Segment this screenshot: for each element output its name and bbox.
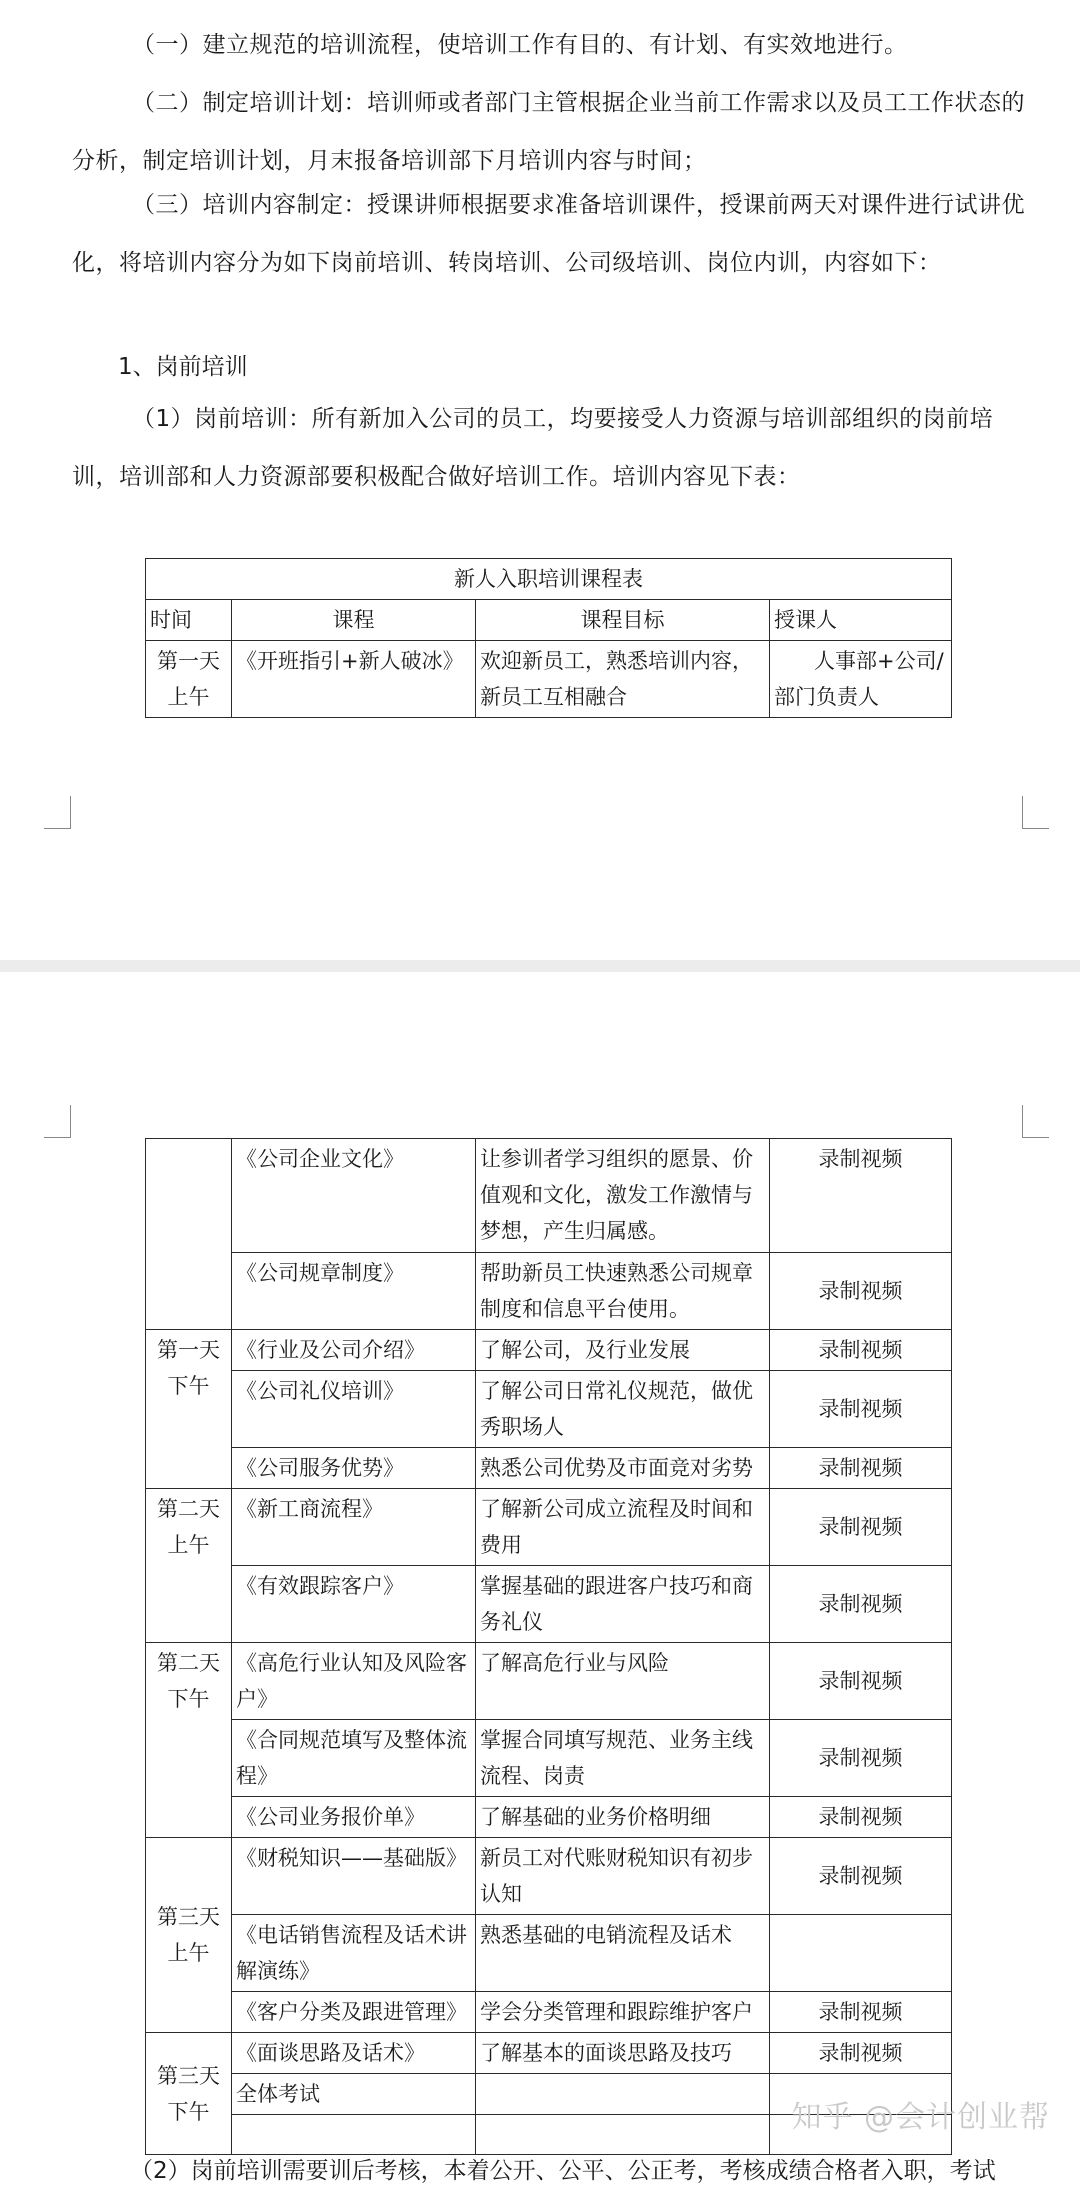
teacher-cell: 录制视频 — [770, 2033, 952, 2074]
course-cell: 《电话销售流程及话术讲解演练》 — [232, 1915, 476, 1992]
day-cell: 第一天 下午 — [146, 1330, 232, 1489]
course-table-continued — [145, 1138, 952, 2155]
course-cell: 《有效跟踪客户》 — [232, 1566, 476, 1643]
day-cell: 第三天 上午 — [146, 1838, 232, 2033]
teacher-cell: 录制视频 — [770, 1330, 952, 1371]
goal-cell: 熟悉公司优势及市面竞对劣势 — [476, 1448, 770, 1489]
header-teacher: 授课人 — [770, 600, 952, 641]
goal-cell: 了解基础的业务价格明细 — [476, 1797, 770, 1838]
goal-cell: 了解公司日常礼仪规范，做优秀职场人 — [476, 1371, 770, 1448]
day-cell: 第一天 上午 — [146, 641, 232, 718]
teacher-cell: 录制视频 — [770, 1253, 952, 1330]
teacher-cell: 录制视频 — [770, 1838, 952, 1915]
goal-cell: 熟悉基础的电销流程及话术 — [476, 1915, 770, 1992]
course-cell: 《公司服务优势》 — [232, 1448, 476, 1489]
course-cell: 《公司业务报价单》 — [232, 1797, 476, 1838]
goal-cell: 帮助新员工快速熟悉公司规章制度和信息平台使用。 — [476, 1253, 770, 1330]
goal-cell: 欢迎新员工，熟悉培训内容，新员工互相融合 — [476, 641, 770, 718]
next-paragraph-partial: （2）岗前培训需要训后考核，本着公开、公平、公正考，考核成绩合格者入职，考试 — [130, 2158, 996, 2184]
teacher-cell — [770, 1915, 952, 1992]
section-heading-pre-job-training: 1、岗前培训 — [118, 354, 248, 380]
course-cell: 《客户分类及跟进管理》 — [232, 1992, 476, 2033]
course-cell: 《合同规范填写及整体流程》 — [232, 1720, 476, 1797]
header-time: 时间 — [146, 600, 232, 641]
page-corner-mark — [1022, 1105, 1049, 1138]
teacher-cell: 录制视频 — [770, 1797, 952, 1838]
intro-paragraph-2: （二）制定培训计划：培训师或者部门主管根据企业当前工作需求以及员工工作状态的分析，制定培训计划，月末报备培训部下月培训内容与时间； — [72, 90, 1025, 174]
course-cell — [232, 2115, 476, 2155]
course-cell: 《财税知识——基础版》 — [232, 1838, 476, 1915]
intro-paragraph-3: （三）培训内容制定：授课讲师根据要求准备培训课件，授课前两天对课件进行试讲优化，将培训内容分为如下岗前培训、转岗培训、公司级培训、岗位内训，内容如下： — [72, 192, 1025, 276]
section-paragraph-1: （1）岗前培训：所有新加入公司的员工，均要接受人力资源与培训部组织的岗前培训，培训部和人力资源部要积极配合做好培训工作。培训内容见下表： — [72, 406, 994, 490]
teacher-cell: 录制视频 — [770, 1720, 952, 1797]
teacher-cell: 人事部+公司/部门负责人 — [770, 641, 952, 718]
teacher-cell: 录制视频 — [770, 1489, 952, 1566]
course-cell: 全体考试 — [232, 2074, 476, 2115]
goal-cell: 了解新公司成立流程及时间和费用 — [476, 1489, 770, 1566]
course-cell: 《新工商流程》 — [232, 1489, 476, 1566]
goal-cell: 掌握合同填写规范、业务主线流程、岗责 — [476, 1720, 770, 1797]
teacher-cell: 录制视频 — [770, 1992, 952, 2033]
teacher-cell: 录制视频 — [770, 1448, 952, 1489]
goal-cell: 了解基本的面谈思路及技巧 — [476, 2033, 770, 2074]
teacher-cell: 录制视频 — [770, 1139, 952, 1253]
goal-cell: 让参训者学习组织的愿景、价值观和文化，激发工作激情与梦想，产生归属感。 — [476, 1139, 770, 1253]
course-cell: 《面谈思路及话术》 — [232, 2033, 476, 2074]
goal-cell — [476, 2074, 770, 2115]
goal-cell: 了解公司，及行业发展 — [476, 1330, 770, 1371]
teacher-cell: 录制视频 — [770, 1643, 952, 1720]
goal-cell: 了解高危行业与风险 — [476, 1643, 770, 1720]
day-cell: 第二天 下午 — [146, 1643, 232, 1838]
page-corner-mark — [44, 1105, 71, 1138]
page-break — [0, 960, 1080, 972]
table-title: 新人入职培训课程表 — [146, 559, 952, 600]
course-cell: 《公司规章制度》 — [232, 1253, 476, 1330]
course-cell: 《高危行业认知及风险客户》 — [232, 1643, 476, 1720]
header-goal: 课程目标 — [476, 600, 770, 641]
day-cell: 第二天 上午 — [146, 1489, 232, 1643]
watermark: 知乎 @会计创业帮 — [791, 2100, 1050, 2135]
goal-cell: 新员工对代账财税知识有初步认知 — [476, 1838, 770, 1915]
course-cell: 《开班指引+新人破冰》 — [232, 641, 476, 718]
goal-cell: 掌握基础的跟进客户技巧和商务礼仪 — [476, 1566, 770, 1643]
goal-cell — [476, 2115, 770, 2155]
goal-cell: 学会分类管理和跟踪维护客户 — [476, 1992, 770, 2033]
page-corner-mark — [1022, 796, 1049, 829]
day-cell-empty — [146, 1139, 232, 1330]
teacher-cell: 录制视频 — [770, 1566, 952, 1643]
page-corner-mark — [44, 796, 71, 829]
intro-paragraph-1: （一）建立规范的培训流程，使培训工作有目的、有计划、有实效地进行。 — [132, 32, 908, 58]
course-cell: 《公司礼仪培训》 — [232, 1371, 476, 1448]
course-table-header — [145, 558, 952, 718]
day-cell: 第三天 下午 — [146, 2033, 232, 2155]
course-cell: 《公司企业文化》 — [232, 1139, 476, 1253]
header-course: 课程 — [232, 600, 476, 641]
course-cell: 《行业及公司介绍》 — [232, 1330, 476, 1371]
teacher-cell: 录制视频 — [770, 1371, 952, 1448]
